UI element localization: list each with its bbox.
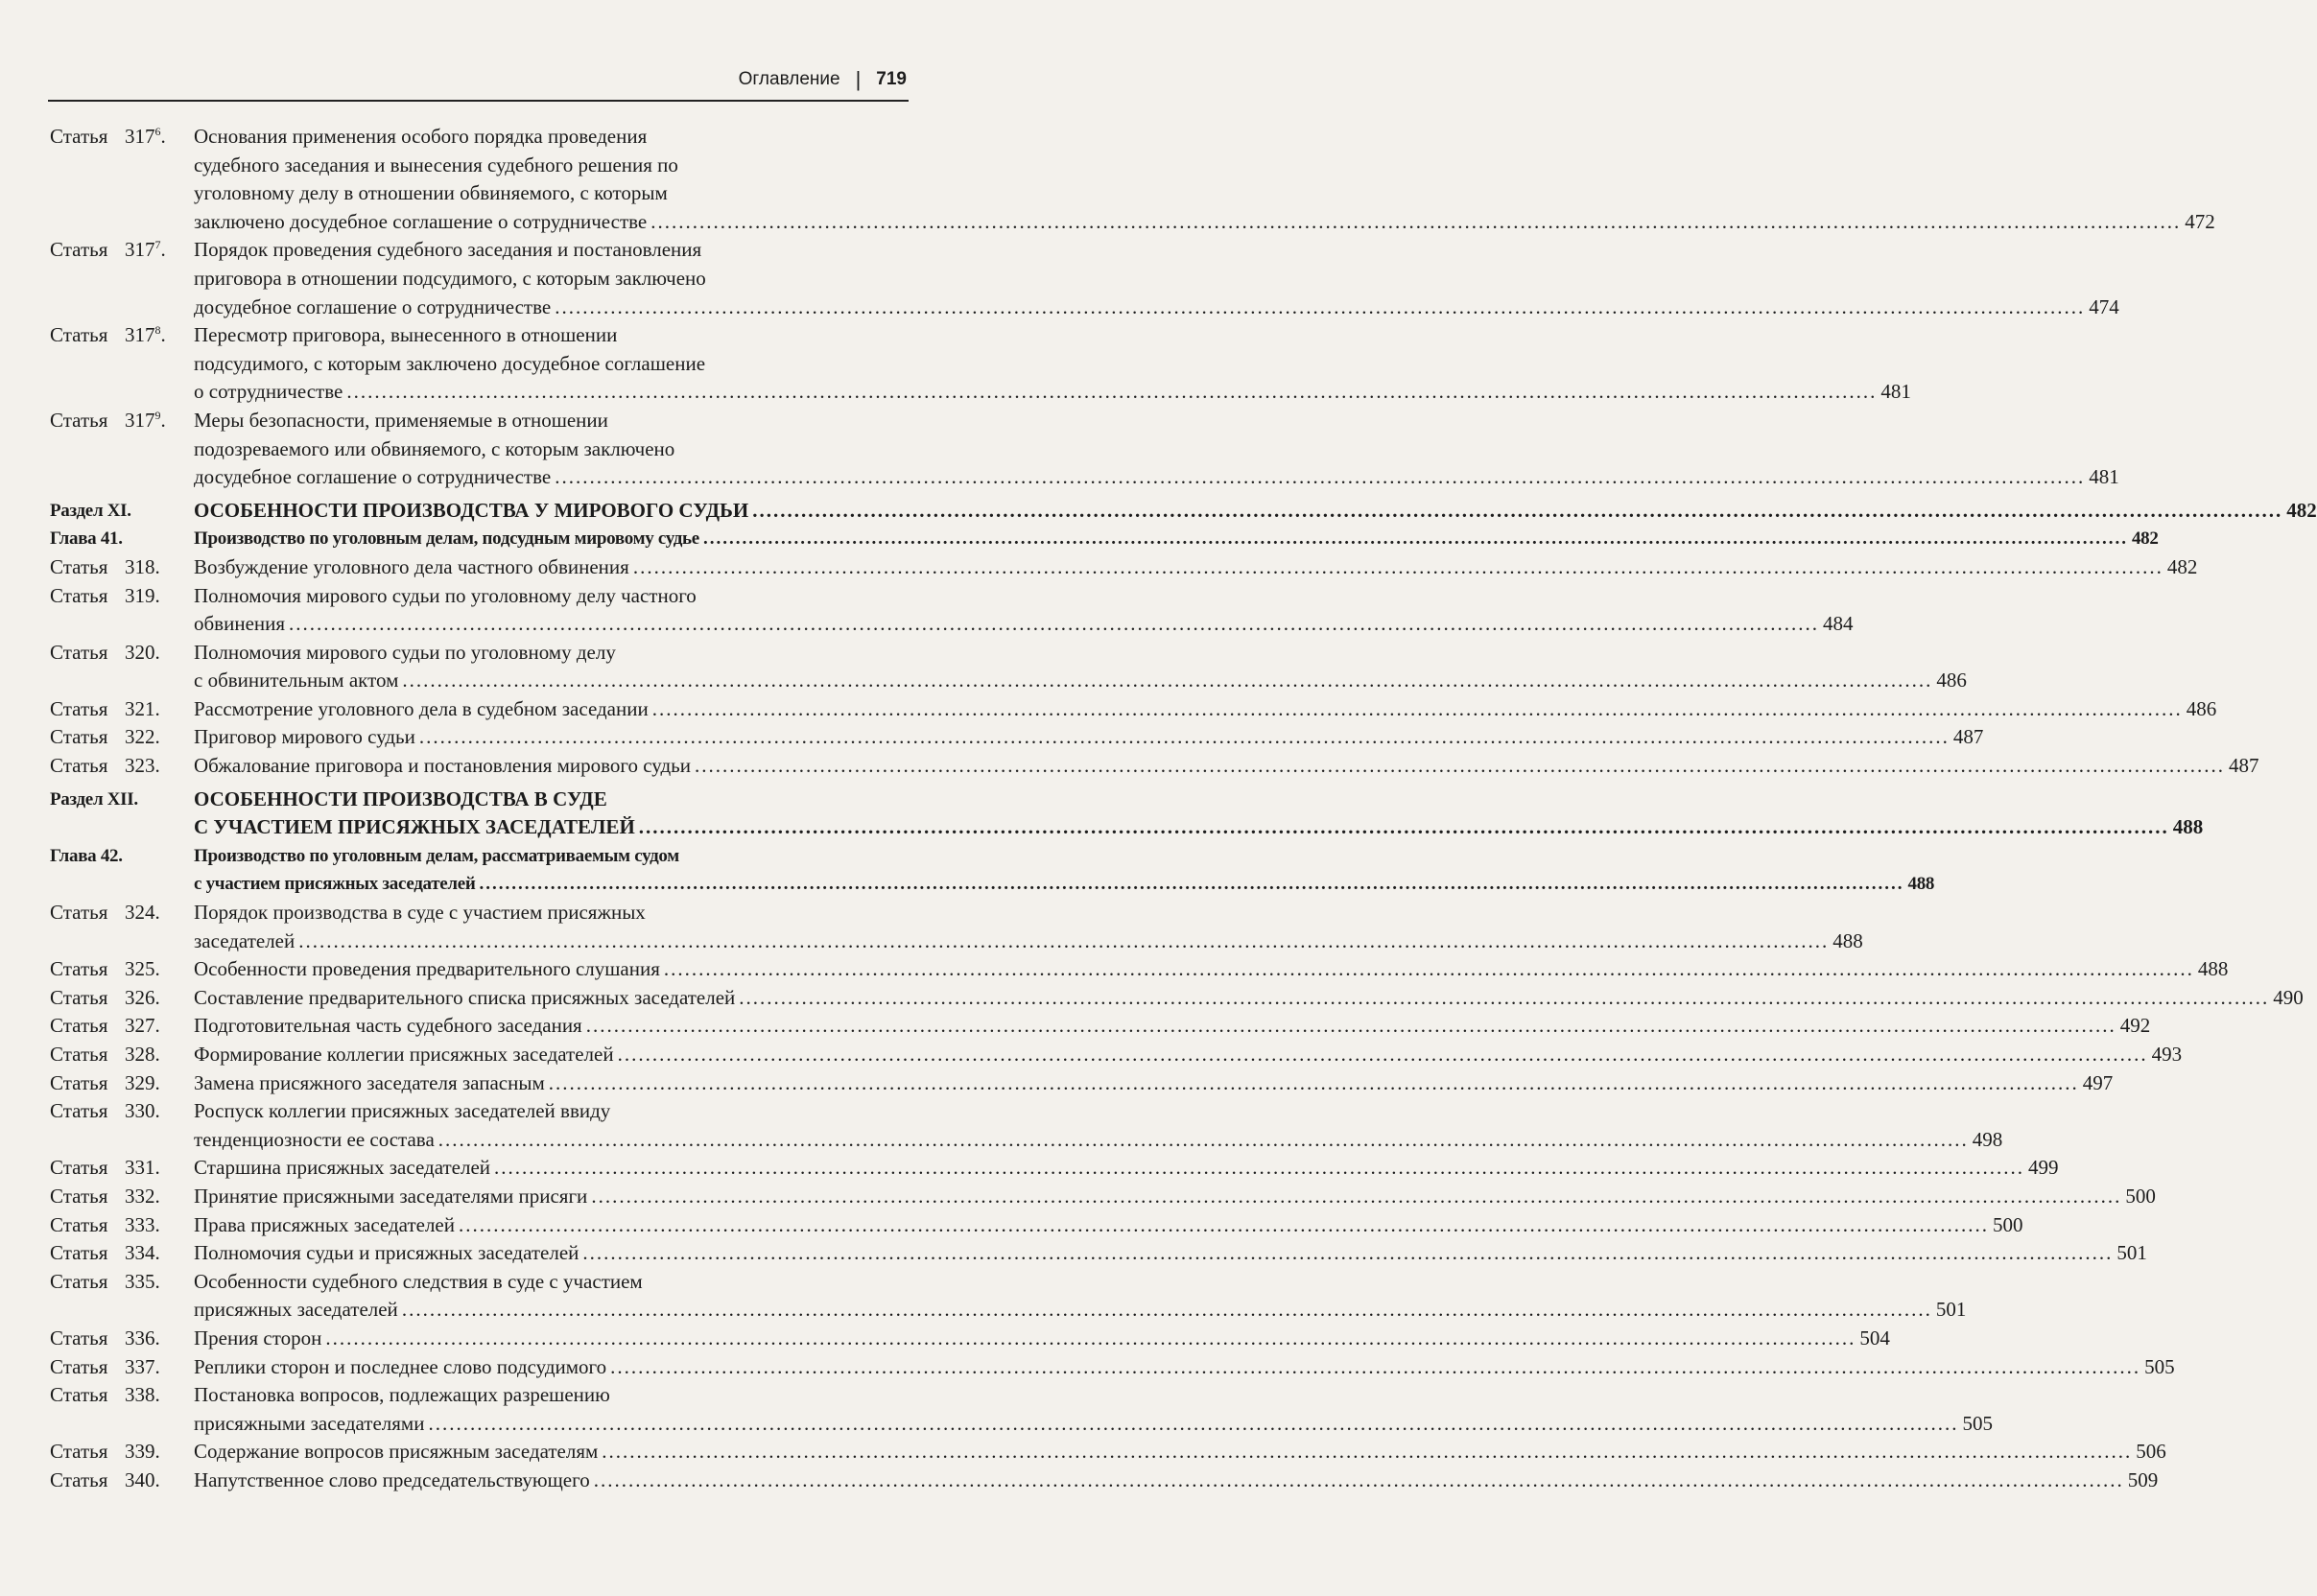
entry-title-line [194,870,1935,899]
toc-entry-section [50,497,2317,526]
entry-number: 325. [125,957,160,981]
entry-label [50,582,194,639]
toc-entry-article [50,723,1984,752]
entry-title [194,752,2259,781]
toc-entry-article [50,955,2229,984]
entry-label [50,1381,194,1438]
entry-title-line [194,695,2217,724]
entry-title-text: Реплики сторон и последнее слово подсудимого [194,1354,607,1378]
entry-label-word: Статья [50,1212,108,1236]
toc-entry-article [50,1381,1993,1438]
entry-title-text: с обвинительным актом [194,669,399,692]
entry-title-line [194,553,2198,582]
entry-number: 336. [125,1326,160,1350]
toc-entry-article [50,1353,2175,1382]
running-head-separator: | [855,67,862,91]
entry-page-number: 488 [1907,874,1935,895]
entry-number-superscript: 6 [154,125,161,138]
entry-label [50,1325,194,1353]
entry-title-text: Прения сторон [194,1326,322,1350]
entry-page-number: 501 [1935,1298,1967,1322]
entry-title [194,1325,1890,1353]
toc-entry-article [50,1012,2151,1041]
entry-label-word: Статья [50,1467,108,1491]
entry-label [50,1041,194,1069]
entry-number-superscript: 7 [154,238,161,252]
entry-label [50,639,194,695]
entry-label-word: Статья [50,985,108,1009]
entry-label [50,1211,194,1240]
dot-leader: ............................................................................................................................................................................................................................ [632,554,2163,578]
entry-title-line [194,813,2204,842]
entry-number: 329. [125,1070,160,1094]
entry-title-line: Пересмотр приговора, вынесенного в отношении [194,323,618,347]
entry-title-line [194,1410,1993,1439]
entry-number: 317 [125,408,155,432]
toc-entry-article [50,1211,2023,1240]
dot-leader: ............................................................................................................................................................................................................................ [591,1184,2122,1208]
entry-label [50,1069,194,1098]
toc-entry-article [50,899,1863,955]
entry-label [50,695,194,724]
entry-label: Глава 42. [50,845,123,866]
entry-label: Раздел XII. [50,788,138,810]
toc-entry-article [50,1325,1890,1353]
toc-entry-article [50,236,2119,321]
entry-page-number: 472 [2185,209,2215,233]
entry-title-line: подозреваемого или обвиняемого, с которым заключено [194,436,675,460]
entry-title [194,1211,2023,1240]
entry-number-superscript: 9 [154,408,161,422]
dot-leader: ............................................................................................................................................................................................................................ [593,1467,2124,1491]
dot-leader: ............................................................................................................................................................................................................................ [548,1070,2079,1094]
toc-entry-article [50,639,1967,695]
entry-title [194,1467,2159,1495]
dot-leader: ............................................................................................................................................................................................................................ [289,612,1820,636]
entry-title [194,1154,2059,1183]
entry-title-line [194,1069,2114,1098]
entry-label: Статья $317^6$. [50,123,194,236]
toc-entry-article [50,553,2198,582]
entry-title-line [194,1211,2023,1240]
dot-leader: ............................................................................................................................................................................................................................ [298,928,1830,952]
toc-entry-article [50,1097,2003,1154]
entry-title [194,553,2198,582]
entry-title-line: судебного заседания и вынесения судебного решения по [194,153,678,176]
entry-title-text: заключено досудебное соглашение о сотрудничестве [194,209,648,233]
entry-page-number: 482 [2166,554,2198,578]
entry-title-text: С УЧАСТИЕМ ПРИСЯЖНЫХ ЗАСЕДАТЕЛЕЙ [194,815,635,839]
toc-entry-article [50,984,2304,1013]
entry-title-line: Производство по уголовным делам, рассматриваемым судом [194,845,679,866]
entry-title-line: Полномочия мирового судьи по уголовному делу частного [194,583,697,607]
entry-title [194,1353,2175,1382]
dot-leader: ............................................................................................................................................................................................................................ [401,1298,1932,1322]
entry-number-superscript: 8 [154,323,161,338]
entry-label-word: Статья [50,696,108,720]
entry-title-line [194,463,2119,492]
entry-title-text: Особенности проведения предварительного слушания [194,957,660,981]
entry-number: 340. [125,1467,160,1491]
table-of-contents [50,123,2317,1495]
entry-label-word: Статья [50,754,108,778]
toc-entry-article [50,1069,2114,1098]
entry-label: Глава 41. [50,528,123,550]
entry-title [194,407,2119,492]
entry-number: 328. [125,1043,160,1066]
entry-title-text: досудебное соглашение о сотрудничестве [194,465,552,489]
toc-entry-article [50,407,2119,492]
entry-number: 317 [125,125,155,148]
entry-title-line [194,525,2159,553]
entry-title-line [194,984,2304,1013]
entry-page-number: 505 [1962,1411,1993,1435]
entry-title-line [194,1438,2166,1467]
entry-number: 319. [125,583,160,607]
toc-entry-article [50,1268,1967,1325]
toc-entry-article [50,1239,2147,1268]
entry-page-number: 488 [1832,928,1863,952]
entry-title-line [194,378,1911,407]
entry-label: Статья $317^9$. [50,407,194,492]
dot-leader: ............................................................................................................................................................................................................................ [638,815,2169,839]
entry-number: 338. [125,1383,160,1407]
dot-leader: ............................................................................................................................................................................................................................ [402,669,1933,692]
entry-page-number: 486 [1936,669,1967,692]
entry-label [50,899,194,955]
entry-number: 337. [125,1354,160,1378]
entry-label-word: Статья [50,1184,108,1208]
dot-leader: ............................................................................................................................................................................................................................ [494,1156,2025,1180]
entry-number: 331. [125,1156,160,1180]
entry-title-line [194,1467,2159,1495]
entry-title [194,984,2304,1013]
dot-leader: ............................................................................................................................................................................................................................ [582,1241,2114,1265]
entry-title-line [194,1126,2003,1155]
entry-title-text: Замена присяжного заседателя запасным [194,1070,545,1094]
entry-title-text: Возбуждение уголовного дела частного обвинения [194,554,629,578]
entry-title [194,842,1935,899]
toc-entry-article [50,1183,2156,1211]
entry-label-word: Статья [50,1043,108,1066]
entry-page-number: 509 [2127,1467,2159,1491]
entry-number: 323. [125,754,160,778]
entry-title [194,723,1984,752]
entry-number: 333. [125,1212,160,1236]
entry-page-number: 492 [2119,1014,2151,1038]
toc-entry-article [50,1041,2183,1069]
entry-page-number: 504 [1859,1326,1890,1350]
entry-title-line [194,1183,2156,1211]
entry-title-line [194,1296,1967,1325]
entry-page-number: 505 [2144,1354,2175,1378]
entry-title-text: Составление предварительного списка присяжных заседателей [194,985,736,1009]
entry-title [194,321,1911,407]
entry-title-text: присяжными заседателями [194,1411,425,1435]
dot-leader: ............................................................................................................................................................................................................................ [739,985,2270,1009]
entry-page-number: 482 [2286,498,2317,522]
entry-page-number: 490 [2273,985,2304,1009]
entry-label-word: Статья [50,408,108,432]
entry-number: 322. [125,725,160,749]
entry-label [50,984,194,1013]
entry-title [194,955,2229,984]
entry-label [50,1268,194,1325]
entry-title-text: Полномочия судьи и присяжных заседателей [194,1241,579,1265]
dot-leader: ............................................................................................................................................................................................................................ [617,1043,2148,1066]
entry-page-number: 500 [1993,1212,2023,1236]
entry-title [194,525,2159,553]
dot-leader: ............................................................................................................................................................................................................................ [650,209,2182,233]
dot-leader: ............................................................................................................................................................................................................................ [418,725,1950,749]
entry-title-line: Порядок производства в суде с участием присяжных [194,901,646,925]
dot-leader: ............................................................................................................................................................................................................................ [752,498,2283,522]
entry-title-line [194,667,1967,695]
entry-page-number: 474 [2089,294,2119,318]
entry-title-line: приговора в отношении подсудимого, с которым заключено [194,266,706,290]
entry-title-text: с участием присяжных заседателей [194,874,476,895]
entry-number: 332. [125,1184,160,1208]
entry-label-word: Статья [50,1014,108,1038]
entry-title-line: Особенности судебного следствия в суде с участием [194,1269,643,1293]
entry-title-text: Права присяжных заседателей [194,1212,455,1236]
entry-title-line: Полномочия мирового судьи по уголовному делу [194,640,616,664]
entry-number: 335. [125,1269,160,1293]
entry-page-number: 481 [2089,465,2119,489]
entry-number: 326. [125,985,160,1009]
header-rule [48,100,909,102]
entry-title-text: Напутственное слово председательствующего [194,1467,590,1491]
page-number: 719 [876,69,907,89]
entry-label-word: Статья [50,554,108,578]
entry-label-word: Статья [50,1241,108,1265]
entry-title [194,1239,2147,1268]
entry-label-word: Статья [50,125,108,148]
entry-label-word: Статья [50,901,108,925]
dot-leader: ............................................................................................................................................................................................................................ [437,1127,1969,1151]
entry-title-line [194,752,2259,781]
toc-entry-article [50,123,2215,236]
entry-title-line: Роспуск коллегии присяжных заседателей ввиду [194,1099,611,1123]
entry-page-number: 506 [2136,1440,2166,1464]
entry-label-word: Статья [50,583,108,607]
entry-label-word: Статья [50,640,108,664]
dot-leader: ............................................................................................................................................................................................................................ [555,465,2086,489]
entry-title-text: тенденциозности ее состава [194,1127,435,1151]
entry-title-line: Постановка вопросов, подлежащих разрешению [194,1383,610,1407]
entry-label [50,1012,194,1041]
entry-page-number: 497 [2082,1070,2114,1094]
entry-title-line [194,610,1854,639]
entry-label-word: Статья [50,1354,108,1378]
running-head [53,63,907,96]
entry-title [194,695,2217,724]
entry-title [194,1268,1967,1325]
entry-title-line [194,1325,1890,1353]
entry-page-number: 484 [1823,612,1854,636]
entry-title-line [194,208,2215,237]
dot-leader: ............................................................................................................................................................................................................................ [702,528,2128,550]
entry-label-word: Статья [50,1070,108,1094]
entry-title [194,786,2204,842]
entry-title [194,1097,2003,1154]
entry-label: Статья $317^8$. [50,321,194,407]
entry-title-text: Производство по уголовным делам, подсудным мировому судье [194,528,699,550]
toc-entry-article [50,752,2259,781]
entry-page-number: 486 [2186,696,2217,720]
entry-label-word: Статья [50,725,108,749]
toc-entry-chapter [50,842,1935,899]
dot-leader: ............................................................................................................................................................................................................................ [346,380,1878,404]
entry-title [194,639,1967,695]
entry-title-line [194,293,2119,322]
toc-entry-section [50,786,2204,842]
entry-number: 327. [125,1014,160,1038]
entry-title [194,1381,1993,1438]
dot-leader: ............................................................................................................................................................................................................................ [325,1326,1856,1350]
entry-title-text: заседателей [194,928,296,952]
entry-title [194,1069,2114,1098]
entry-label-word: Статья [50,1326,108,1350]
entry-page-number: 498 [1972,1127,2003,1151]
entry-page-number: 487 [1952,725,1984,749]
toc-entry-article [50,1154,2059,1183]
entry-title-text: Приговор мирового судьи [194,725,415,749]
entry-page-number: 488 [2172,815,2204,839]
entry-title-line: уголовному делу в отношении обвиняемого, с которым [194,181,668,205]
dot-leader: ............................................................................................................................................................................................................................ [651,696,2183,720]
entry-label-word: Статья [50,957,108,981]
entry-label [50,1097,194,1154]
entry-page-number: 482 [2131,528,2159,550]
entry-title-text: Рассмотрение уголовного дела в судебном заседании [194,696,649,720]
entry-number: 330. [125,1099,160,1123]
entry-page-number: 487 [2229,754,2259,778]
entry-label-word: Статья [50,1156,108,1180]
dot-leader: ............................................................................................................................................................................................................................ [663,957,2194,981]
entry-title-line [194,1041,2183,1069]
entry-label: Статья $317^7$. [50,236,194,321]
dot-leader: ............................................................................................................................................................................................................................ [479,874,1904,895]
entry-label [50,1353,194,1382]
dot-leader: ............................................................................................................................................................................................................................ [585,1014,2116,1038]
entry-label [50,955,194,984]
entry-title-text: Содержание вопросов присяжным заседателям [194,1440,599,1464]
entry-title-text: Обжалование приговора и постановления мирового судьи [194,754,691,778]
entry-title-line [194,927,1863,956]
toc-entry-article [50,1438,2166,1467]
entry-title [194,1438,2166,1467]
toc-entry-article [50,321,1911,407]
entry-title-text: ОСОБЕННОСТИ ПРОИЗВОДСТВА У МИРОВОГО СУДЬИ [194,498,749,522]
entry-title-line [194,955,2229,984]
entry-label-word: Статья [50,238,108,262]
entry-number: 317 [125,238,155,262]
entry-number: 318. [125,554,160,578]
entry-title-line [194,497,2317,526]
entry-title-line [194,1239,2147,1268]
entry-title [194,123,2215,236]
entry-label [50,1183,194,1211]
entry-page-number: 499 [2028,1156,2059,1180]
entry-title-line: подсудимого, с которым заключено досудебное соглашение [194,351,706,375]
entry-title [194,497,2317,526]
dot-leader: ............................................................................................................................................................................................................................ [610,1354,2141,1378]
entry-title-text: о сотрудничестве [194,380,343,404]
entry-label-word: Статья [50,1383,108,1407]
entry-page-number: 493 [2151,1043,2183,1066]
toc-entry-article [50,695,2217,724]
entry-title-line [194,1154,2059,1183]
entry-title [194,1012,2151,1041]
entry-title-text: обвинения [194,612,286,636]
entry-title [194,1041,2183,1069]
entry-title [194,899,1863,955]
toc-entry-article [50,582,1854,639]
entry-number: 320. [125,640,160,664]
entry-title-line [194,1012,2151,1041]
dot-leader: ............................................................................................................................................................................................................................ [695,754,2225,778]
entry-number: 334. [125,1241,160,1265]
running-title: Оглавление [738,69,840,89]
entry-number: 324. [125,901,160,925]
toc-entry-article [50,1467,2159,1495]
entry-title [194,1183,2156,1211]
entry-number: 317 [125,323,155,347]
entry-title-line [194,723,1984,752]
entry-title-text: Старшина присяжных заседателей [194,1156,491,1180]
entry-title [194,236,2119,321]
entry-title-text: Принятие присяжными заседателями присяги [194,1184,588,1208]
dot-leader: ............................................................................................................................................................................................................................ [428,1411,1959,1435]
entry-title-line [194,1353,2175,1382]
entry-title [194,582,1854,639]
entry-title-line: Основания применения особого порядка проведения [194,125,648,148]
entry-title-line: Порядок проведения судебного заседания и постановления [194,238,702,262]
entry-page-number: 501 [2116,1241,2147,1265]
entry-label [50,723,194,752]
entry-title-text: досудебное соглашение о сотрудничестве [194,294,552,318]
entry-label [50,1438,194,1467]
entry-page-number: 488 [2197,957,2229,981]
entry-label [50,1467,194,1495]
entry-title-text: присяжных заседателей [194,1298,398,1322]
entry-title-line: Меры безопасности, применяемые в отношении [194,408,608,432]
entry-title-text: Формирование коллегии присяжных заседателей [194,1043,614,1066]
dot-leader: ............................................................................................................................................................................................................................ [555,294,2086,318]
entry-label [50,752,194,781]
entry-title-line: ОСОБЕННОСТИ ПРОИЗВОДСТВА В СУДЕ [194,786,607,810]
entry-title-text: Подготовительная часть судебного заседания [194,1014,582,1038]
toc-entry-chapter [50,525,2159,553]
entry-label-word: Статья [50,1269,108,1293]
entry-label-word: Статья [50,1099,108,1123]
entry-number: 321. [125,696,160,720]
dot-leader: ............................................................................................................................................................................................................................ [602,1440,2133,1464]
entry-label: Раздел XI. [50,500,131,521]
entry-label [50,1154,194,1183]
entry-label [50,1239,194,1268]
entry-label-word: Статья [50,323,108,347]
entry-label [50,553,194,582]
dot-leader: ............................................................................................................................................................................................................................ [459,1212,1989,1236]
entry-page-number: 500 [2125,1184,2156,1208]
entry-page-number: 481 [1880,380,1911,404]
entry-number: 339. [125,1440,160,1464]
entry-label-word: Статья [50,1440,108,1464]
